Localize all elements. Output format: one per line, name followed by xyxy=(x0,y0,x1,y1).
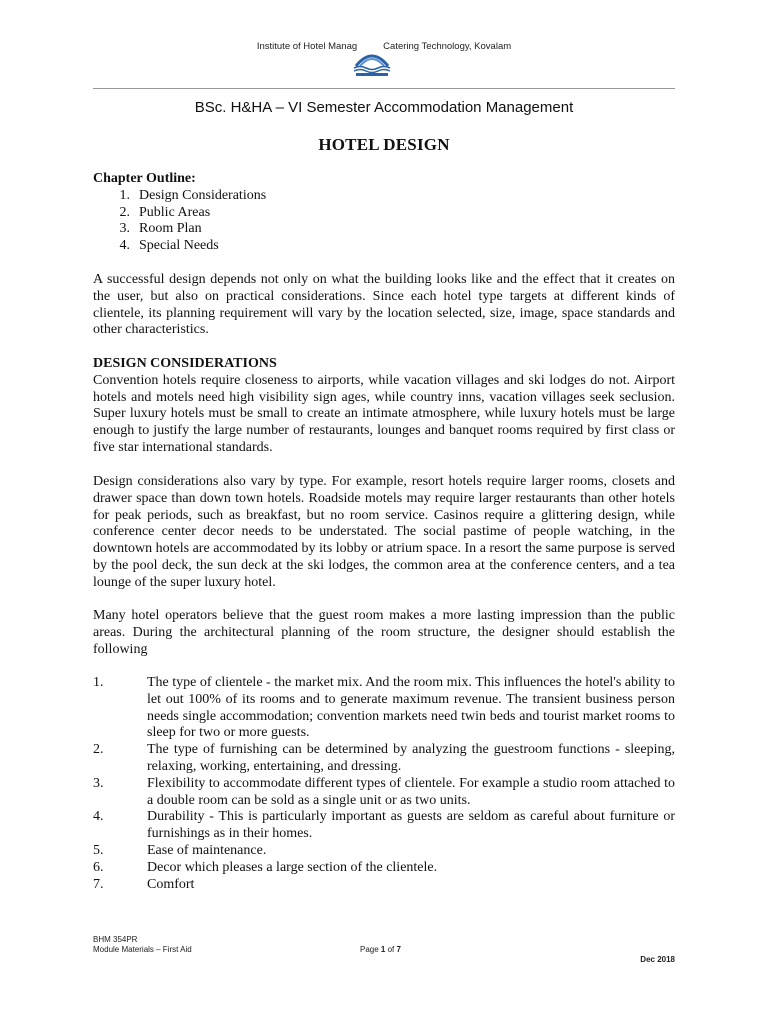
list-item xyxy=(93,877,675,894)
list-item xyxy=(93,221,675,238)
considerations-list-block xyxy=(93,675,675,893)
list-item xyxy=(93,205,675,222)
list-item xyxy=(93,843,675,860)
footer-page-number xyxy=(360,945,401,954)
list-number: 3. xyxy=(93,775,104,791)
outline-number: 1. xyxy=(119,187,130,203)
list-item xyxy=(93,675,675,742)
section-heading: DESIGN CONSIDERATIONS xyxy=(93,356,277,371)
footer-date: Dec 2018 xyxy=(640,955,675,964)
intro-paragraph: A successful design depends not only on what the building looks like and the effect that it creates on the user, but also on practical considerations. Since each hotel type targets at different kinds of clientele, its planning requirement will vary by the location selected, size, image, space standards and other characteristics. xyxy=(93,272,675,338)
list-text: The type of furnishing can be determined by analyzing the guestroom functions - sleeping, relaxing, working, entertaining, and dressing. xyxy=(147,742,675,774)
list-item xyxy=(93,238,675,255)
list-item xyxy=(93,809,675,843)
page-label: Page xyxy=(360,945,381,954)
page-total: 7 xyxy=(396,945,401,954)
list-number: 2. xyxy=(93,742,104,758)
outline-number: 4. xyxy=(119,238,130,254)
outline-number: 3. xyxy=(119,221,130,237)
paragraph-location: Convention hotels require closeness to airports, while vacation villages and ski lodges do not. Airport hotels and motels need high visibility sign ages, while country inns, vacation villages seek seclusion. Super luxury hotels must be small to create an intimate atmosphere, while luxury hotels must be large enough to justify the large number of restaurants, lounges and banquet rooms required by first class or five star international standards. xyxy=(93,372,675,455)
list-item xyxy=(93,188,675,205)
institute-logo xyxy=(348,44,396,78)
list-item xyxy=(93,776,675,810)
institute-name-right: Catering Technology, Kovalam xyxy=(383,41,512,52)
list-item xyxy=(93,742,675,776)
list-text: The type of clientele - the market mix. And the room mix. This influences the hotel's ability to let out 100% of its rooms and to generate maximum revenue. The transient business person needs single accommodation; convention markets need twin beds and tourist market rooms to sleep for two or more guests. xyxy=(147,675,675,741)
list-item xyxy=(93,860,675,877)
outline-heading: Chapter Outline: xyxy=(93,171,196,186)
outline-list xyxy=(93,188,675,255)
paragraph-type: Design considerations also vary by type. For example, resort hotels require larger rooms, closets and drawer space than down town hotels. Roadside motels may require larger restaurants than other hotels for peak periods, such as breakfast, but no room service. Casinos require a glittering design, while conference center decor needs to be understated. The social pastime of people watching, in the downtown hotels are accommodated by its lobby or atrium space. In a resort the same purpose is served by the pool deck, the sun deck at the ski lodges, the common area at the conference centers, and a tea lounge of the super luxury hotel. xyxy=(93,474,675,590)
outline-text: Room Plan xyxy=(139,221,202,237)
institute-name-left: Institute of Hotel Manag xyxy=(256,41,358,52)
outline-text: Special Needs xyxy=(139,238,219,254)
chapter-outline xyxy=(93,171,675,255)
list-text: Flexibility to accommodate different types of clientele. For example a studio room attached to a double room can be sold as a single unit or as two units. xyxy=(147,775,675,808)
outline-text: Design Considerations xyxy=(139,187,267,203)
considerations-list xyxy=(93,675,675,893)
design-considerations-section xyxy=(93,356,675,457)
header-rule xyxy=(93,88,675,89)
list-text: Ease of maintenance. xyxy=(147,842,267,858)
list-text: Comfort xyxy=(147,876,195,892)
paragraph-guest-room: Many hotel operators believe that the guest room makes a more lasting impression than the public areas. During the architectural planning of the room structure, the designer should establish the following xyxy=(93,608,675,657)
course-title: BSc. H&HA – VI Semester Accommodation Management xyxy=(194,99,574,116)
footer-module: Module Materials – First Aid xyxy=(93,945,192,954)
list-number: 7. xyxy=(93,876,104,892)
outline-text: Public Areas xyxy=(139,204,211,220)
document-title: HOTEL DESIGN xyxy=(318,135,450,154)
list-number: 5. xyxy=(93,842,104,858)
list-text: Decor which pleases a large section of the clientele. xyxy=(147,859,438,875)
list-number: 1. xyxy=(93,675,104,690)
list-number: 4. xyxy=(93,809,104,825)
page-current: 1 xyxy=(380,945,386,954)
page-of-label: of xyxy=(385,945,397,954)
list-text: Durability - This is particularly important as guests are seldom as careful about furniture or furnishings as in their homes. xyxy=(147,809,675,842)
outline-number: 2. xyxy=(119,204,130,220)
list-number: 6. xyxy=(93,859,104,875)
footer-course-code: BHM 354PR xyxy=(93,935,138,944)
